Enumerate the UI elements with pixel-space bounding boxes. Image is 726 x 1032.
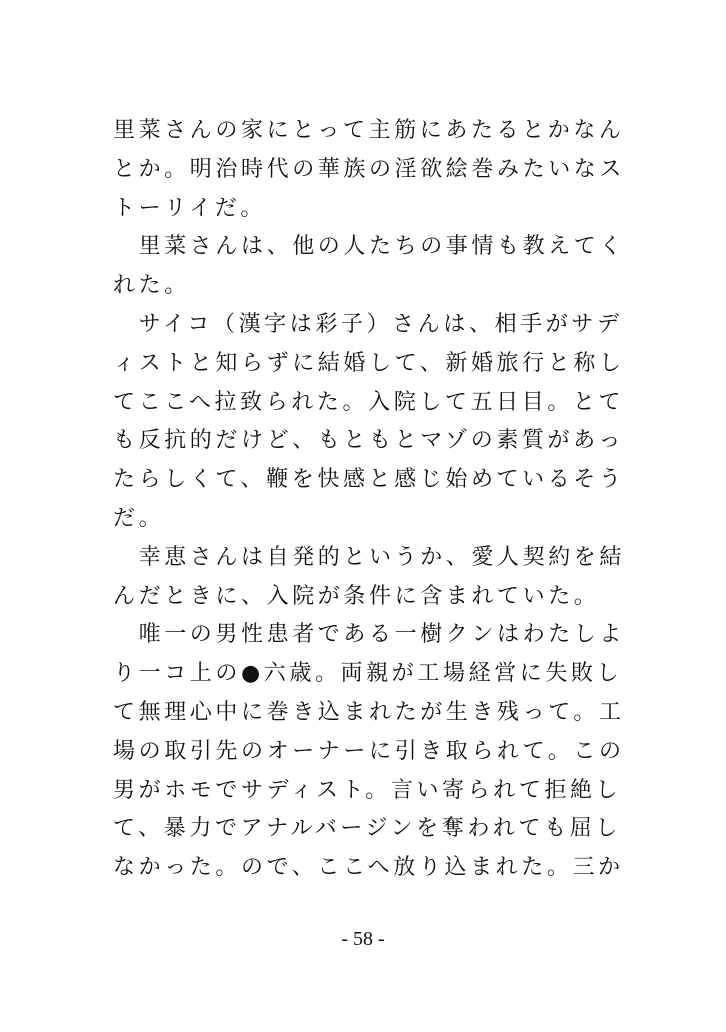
text-line: 里菜さんの家にとって主筋にあたるとかなん — [113, 118, 625, 143]
text-line: たらしくて、鞭を快感と感じ始めているそう — [113, 467, 625, 493]
text-line: 唯一の男性患者である一樹クンはわたしよ — [113, 622, 626, 648]
text-line: んだときに、入院が条件に含まれていた。 — [113, 583, 600, 609]
body-text — [113, 112, 626, 888]
text-line: り一コ上の●六歳。両親が工場経営に失敗し — [113, 661, 623, 687]
text-line: 場の取引先のオーナーに引き取られて。この — [113, 738, 625, 764]
text-line: 里菜さんは、他の人たちの事情も教えてく — [113, 234, 626, 260]
text-line: 幸恵さんは自発的というか、愛人契約を結 — [113, 544, 626, 570]
text-line: てここへ拉致られた。入院して五日目。とて — [113, 389, 625, 415]
text-line: ィストと知らずに結婚して、新婚旅行と称し — [113, 350, 625, 376]
text-line: て、暴力でアナルバージンを奪われても屈し — [113, 816, 621, 842]
text-line: サイコ（漢字は彩子）さんは、相手がサデ — [113, 311, 623, 337]
text-line: トーリイだ。 — [113, 195, 266, 221]
text-line: なかった。ので、ここへ放り込まれた。三か — [113, 855, 624, 881]
text-line: だ。 — [113, 505, 165, 531]
text-line: れた。 — [113, 273, 190, 299]
text-line: とか。明治時代の華族の淫欲絵巻みたいなス — [113, 156, 626, 182]
page-number: - 58 - — [341, 928, 385, 950]
text-line: て無理心中に巻き込まれたが生き残って。工 — [113, 699, 625, 725]
text-line: 男がホモでサディスト。言い寄られて拒絶し — [113, 777, 622, 803]
text-line: も反抗的だけど、もともとマゾの素質があっ — [113, 428, 625, 454]
